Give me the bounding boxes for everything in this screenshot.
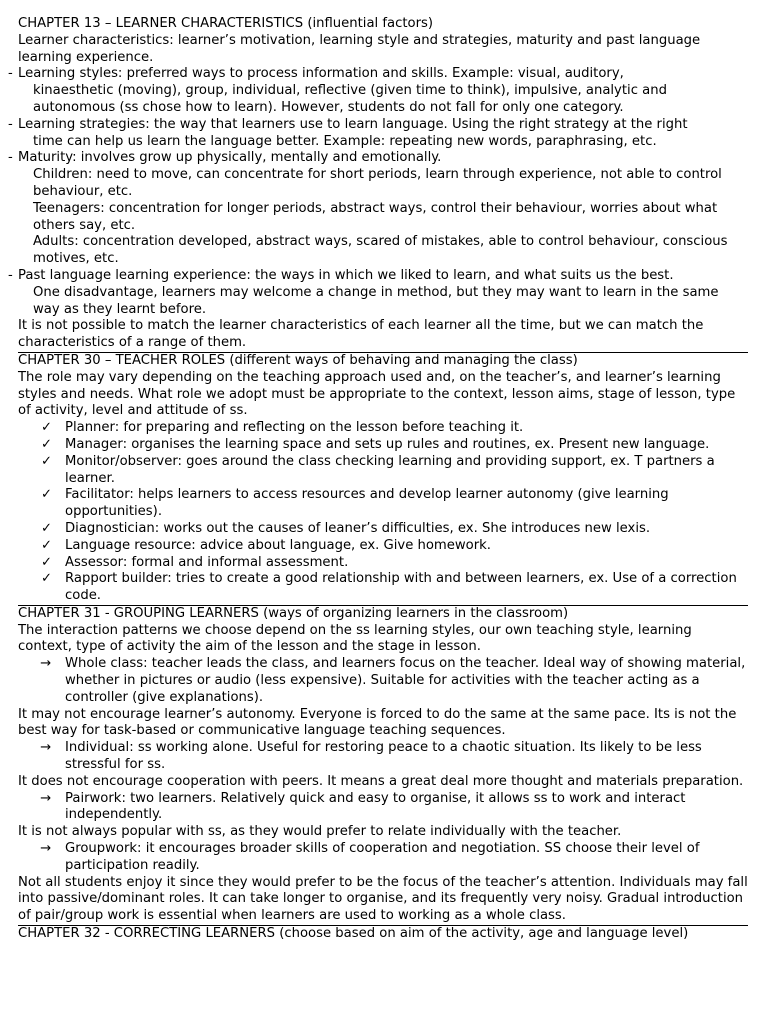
grouping-text: Groupwork: it encourages broader skills of cooperation and negotiation. SS choose their level of participation readily. [65, 841, 700, 873]
grouping-text: Whole class: teacher leads the class, and learners focus on the teacher. Ideal way of showing material, whether in pictures or audio (less expensive). Suitable for activities with the teacher acting as a controller (give explanations). [65, 656, 746, 705]
role-item-manager [18, 437, 748, 454]
role-text: Monitor/observer: goes around the class checking learning and providing support, ex. T partners a learner. [65, 453, 715, 486]
grouping-item-whole-class [18, 656, 748, 706]
grouping-item-groupwork [18, 841, 748, 875]
check-icon: ✓ [41, 436, 53, 452]
role-item-language-resource [18, 538, 748, 555]
maturity-children: Children: need to move, can concentrate for short periods, learn through experience, not able to control behaviour, etc. [33, 167, 722, 199]
groupwork-note: Not all students enjoy it since they would prefer to be the focus of the teacher’s attention. Individuals may fall into passive/dominant roles. It can take longer to organise, and its frequently very noisy. Gradual introduction of pair/group work is essential when learners are used to working as a whole class. [18, 874, 748, 924]
chapter-31-title: CHAPTER 31 - GROUPING LEARNERS (ways of organizing learners in the classroom) [18, 605, 569, 621]
check-icon: ✓ [41, 487, 53, 503]
chapter-32-title: CHAPTER 32 - CORRECTING LEARNERS (choose based on aim of the activity, age and language level) [18, 926, 689, 942]
role-item-facilitator [18, 487, 748, 521]
chapter-13-intro: Learner characteristics: learner’s motivation, learning style and strategies, maturity and past language learning experience. [18, 32, 701, 65]
past-experience-text: Past language learning experience: the ways in which we liked to learn, and what suits us the best. [18, 267, 674, 283]
role-text: Rapport builder: tries to create a good relationship with and between learners, ex. Use of a correction code. [65, 571, 737, 604]
individual-note: It does not encourage cooperation with peers. It means a great deal more thought and materials preparation. [18, 773, 744, 789]
check-icon: ✓ [41, 537, 53, 553]
arrow-icon: → [40, 740, 52, 756]
past-experience-item [8, 267, 748, 318]
role-text: Language resource: advice about language, ex. Give homework. [65, 537, 491, 553]
role-item-planner [18, 420, 748, 437]
role-item-assessor [18, 555, 748, 572]
role-text: Manager: organises the learning space and sets up rules and routines, ex. Present new language. [65, 436, 710, 452]
check-icon: ✓ [41, 453, 53, 469]
chapter-13-conclusion: It is not possible to match the learner characteristics of each learner all the time, but we can match the characteristics of a range of them. [18, 318, 704, 351]
dash-marker: - [8, 150, 13, 166]
maturity-item [8, 150, 748, 268]
arrow-icon: → [40, 790, 52, 806]
maturity-text: Maturity: involves grow up physically, mentally and emotionally. [18, 150, 442, 166]
check-icon: ✓ [41, 571, 53, 587]
check-icon: ✓ [41, 554, 53, 570]
chapter-30-title: CHAPTER 30 – TEACHER ROLES (different ways of behaving and managing the class) [18, 352, 578, 368]
role-item-monitor [18, 454, 748, 488]
grouping-text: Individual: ss working alone. Useful for restoring peace to a chaotic situation. Its likely to be less stressful for ss. [65, 740, 702, 773]
whole-class-note: It may not encourage learner’s autonomy. Everyone is forced to do the same at the same pace. Its is not the best way for task-based or communicative language teaching sequences. [18, 706, 737, 739]
chapter-13-section [8, 16, 748, 352]
chapter-31-section [18, 606, 748, 925]
chapter-30-section [18, 353, 748, 605]
check-icon: ✓ [41, 420, 53, 436]
pairwork-note: It is not always popular with ss, as they would prefer to relate individually with the teacher. [18, 824, 622, 840]
role-text: Facilitator: helps learners to access resources and develop learner autonomy (give learning opportunities). [65, 487, 669, 520]
dash-marker: - [8, 66, 13, 82]
grouping-item-individual [18, 740, 748, 774]
role-item-rapport-builder [18, 571, 748, 605]
role-text: Planner: for preparing and reflecting on the lesson before teaching it. [65, 420, 524, 436]
chapter-30-intro: The role may vary depending on the teaching approach used and, on the teacher’s, and learner’s learning styles and needs. What role we adopt must be appropriate to the context, lesson aims, stage of lesson, type of activity, level and attitude of ss. [18, 369, 736, 419]
maturity-teenagers: Teenagers: concentration for longer periods, abstract ways, control their behaviour, worries about what others say, etc. [33, 200, 718, 233]
learning-styles-item [8, 66, 748, 116]
learning-styles-text: Learning styles: preferred ways to process information and skills. Example: visual, auditory, [18, 66, 624, 82]
grouping-item-pairwork [18, 791, 748, 825]
role-item-diagnostician [18, 521, 748, 538]
maturity-adults: Adults: concentration developed, abstract ways, scared of mistakes, able to control behaviour, conscious motives, etc. [33, 234, 728, 267]
learning-strategies-item [8, 116, 748, 151]
chapter-32-section [18, 926, 748, 943]
role-text: Diagnostician: works out the causes of leaner’s difficulties, ex. She introduces new lexis. [65, 520, 651, 536]
chapter-13-title: CHAPTER 13 – LEARNER CHARACTERISTICS (influential factors) [18, 16, 434, 31]
chapter-31-intro: The interaction patterns we choose depend on the ss learning styles, our own teaching style, learning context, type of activity the aim of the lesson and the stage in lesson. [18, 622, 692, 655]
arrow-icon: → [40, 841, 52, 857]
past-experience-cont: One disadvantage, learners may welcome a change in method, but they may want to learn in the same way as they learnt before. [33, 284, 719, 317]
learning-strategies-cont: time can help us learn the language better. Example: repeating new words, paraphrasing, etc. [33, 133, 657, 149]
check-icon: ✓ [41, 520, 53, 536]
dash-marker: - [8, 116, 13, 132]
role-text: Assessor: formal and informal assessment. [65, 554, 349, 570]
learning-styles-cont: kinaesthetic (moving), group, individual, reflective (given time to think), impulsive, analytic and autonomous (ss chose how to learn). However, students do not fall for only one category. [33, 83, 667, 115]
learning-strategies-text: Learning strategies: the way that learners use to learn language. Using the right strategy at the right [18, 116, 688, 132]
arrow-icon: → [40, 656, 52, 672]
dash-marker: - [8, 267, 13, 283]
grouping-text: Pairwork: two learners. Relatively quick and easy to organise, it allows ss to work and interact independently. [65, 790, 686, 823]
